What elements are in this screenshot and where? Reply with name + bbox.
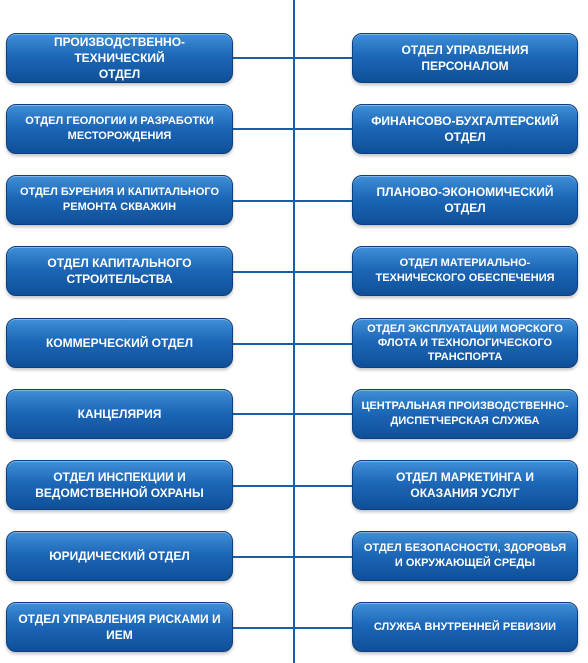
connector-line	[294, 57, 352, 59]
dept-internal-audit: СЛУЖБА ВНУТРЕННЕЙ РЕВИЗИИ	[352, 602, 578, 652]
connector-line	[233, 556, 294, 558]
connector-line	[233, 57, 294, 59]
connector-line	[233, 128, 294, 130]
connector-line	[294, 200, 352, 202]
dept-risk-management: ОТДЕЛ УПРАВЛЕНИЯ РИСКАМИ И ИЕМ	[6, 602, 233, 652]
dept-personnel-management: ОТДЕЛ УПРАВЛЕНИЯ ПЕРСОНАЛОМ	[352, 33, 578, 83]
connector-line	[294, 413, 352, 415]
dept-inspection-security: ОТДЕЛ ИНСПЕКЦИИ И ВЕДОМСТВЕННОЙ ОХРАНЫ	[6, 460, 233, 510]
dept-production-technical: ПРОИЗВОДСТВЕННО-ТЕХНИЧЕСКИЙ ОТДЕЛ	[6, 33, 233, 83]
connector-line	[233, 343, 294, 345]
dept-commercial: КОММЕРЧЕСКИЙ ОТДЕЛ	[6, 318, 233, 368]
connector-line	[233, 413, 294, 415]
dept-finance-accounting: ФИНАНСОВО-БУХГАЛТЕРСКИЙ ОТДЕЛ	[352, 104, 578, 154]
dept-marketing-services: ОТДЕЛ МАРКЕТИНГА И ОКАЗАНИЯ УСЛУГ	[352, 460, 578, 510]
connector-line	[294, 556, 352, 558]
connector-line	[294, 485, 352, 487]
dept-central-dispatch: ЦЕНТРАЛЬНАЯ ПРОИЗВОДСТВЕННО- ДИСПЕТЧЕРСКАЯ СЛУЖБА	[352, 389, 578, 439]
dept-health-safety-environment: ОТДЕЛ БЕЗОПАСНОСТИ, ЗДОРОВЬЯ И ОКРУЖАЮЩЕЙ СРЕДЫ	[352, 531, 578, 581]
dept-drilling-well-repair: ОТДЕЛ БУРЕНИЯ И КАПИТАЛЬНОГО РЕМОНТА СКВАЖИН	[6, 175, 233, 225]
connector-line	[294, 271, 352, 273]
connector-line	[233, 200, 294, 202]
connector-line	[233, 485, 294, 487]
dept-material-supply: ОТДЕЛ МАТЕРИАЛЬНО- ТЕХНИЧЕСКОГО ОБЕСПЕЧЕНИЯ	[352, 246, 578, 296]
connector-line	[294, 128, 352, 130]
dept-capital-construction: ОТДЕЛ КАПИТАЛЬНОГО СТРОИТЕЛЬСТВА	[6, 246, 233, 296]
dept-legal: ЮРИДИЧЕСКИЙ ОТДЕЛ	[6, 531, 233, 581]
dept-chancellery: КАНЦЕЛЯРИЯ	[6, 389, 233, 439]
dept-geology-field-development: ОТДЕЛ ГЕОЛОГИИ И РАЗРАБОТКИ МЕСТОРОЖДЕНИЯ	[6, 104, 233, 154]
connector-line	[294, 343, 352, 345]
vertical-spine-line	[293, 0, 295, 663]
connector-line	[233, 627, 294, 629]
connector-line	[233, 271, 294, 273]
dept-planning-economic: ПЛАНОВО-ЭКОНОМИЧЕСКИЙ ОТДЕЛ	[352, 175, 578, 225]
dept-marine-fleet-transport: ОТДЕЛ ЭКСПЛУАТАЦИИ МОРСКОГО ФЛОТА И ТЕХНОЛОГИЧЕСКОГО ТРАНСПОРТА	[352, 318, 578, 368]
connector-line	[294, 627, 352, 629]
